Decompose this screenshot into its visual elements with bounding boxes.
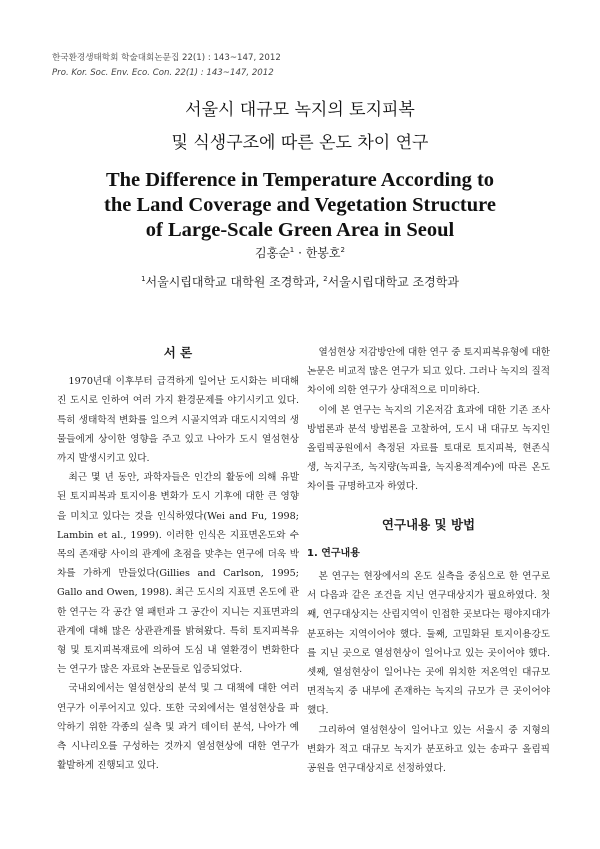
intro-paragraph-2: 최근 몇 년 동안, 과학자들은 인간의 활동에 의해 유발된 토지피복과 토지이용 변화가 도시 기후에 대한 큰 영향을 미치고 있다는 것을 인식하였다(Wei and Fu, 1998; Lambin et al., 1999). 이러한 인식은 지표면온도와 수목의 존재량 사이의 관계에 초점을 맞추는 연구에 더욱 박차를 가하게 만들었다(Gillies and Carlson, 1995; Gallo and Owen, 1998). 최근 도시의 지표면 온도에 관한 연구는 각 공간 열 패턴과 그 공간이 지니는 지표면과의 관계에 대해 많은 상관관계를 밝혀왔다. 특히 토지피복유형 및 토지피복재료에 의하여 도심 내 열환경이 변화한다는 연구가 많은 자료와 논문들로 입증되었다.	[57, 472, 299, 676]
english-title-line1: The Difference in Temperature According to	[105, 169, 495, 191]
affiliation-line	[0, 273, 600, 290]
author-2-marker: 2	[340, 246, 345, 254]
author-line	[0, 244, 600, 261]
journal-citation-en: Pro. Kor. Soc. Env. Eco. Con. 22(1) : 143~147, 2012	[52, 68, 274, 78]
korean-title-line2: 및 식생구조에 따른 온도 차이 연구	[171, 133, 429, 153]
author-1-marker: 1	[289, 246, 295, 254]
journal-header	[52, 51, 281, 81]
introduction-heading: 서 론	[163, 345, 193, 360]
affiliation-1-marker: 1	[141, 275, 146, 283]
english-title-line2: the Land Coverage and Vegetation Structure	[104, 194, 496, 216]
author-2: 한봉호	[305, 246, 341, 260]
affiliation-2: 서울시립대학교 조경학과	[327, 275, 459, 289]
methods-subheading: 1. 연구내용	[307, 547, 360, 559]
methods-heading: 연구내용 및 방법	[381, 516, 476, 532]
left-column	[57, 343, 299, 775]
intro-paragraph-4: 열섬현상 저감방안에 대한 연구 중 토지피복유형에 대한 논문은 비교적 많은 연구가 되고 있다. 그러나 녹지의 질적 차이에 의한 연구가 상대적으로 미미하다.	[307, 347, 550, 397]
intro-paragraph-1: 1970년대 이후부터 급격하게 일어난 도시화는 비대해진 도시로 인하여 여러 가지 환경문제를 야기시키고 있다. 특히 생태학적 변화를 일으켜 시골지역과 대도시지역의 생물들에게 상이한 영향을 주고 있고 나아가 도시 열섬현상까지 발생시키고 있다.	[57, 376, 299, 465]
right-column	[307, 343, 550, 778]
korean-title-line1: 서울시 대규모 녹지의 토지피복	[185, 100, 415, 120]
methods-paragraph-1: 본 연구는 현장에서의 온도 실측을 중심으로 한 연구로서 다음과 같은 조건을 지닌 연구대상지가 필요하였다. 첫째, 연구대상지는 산림지역이 인접한 곳보다는 평야지대가 분포하는 지역이어야 했다. 둘째, 고밀화된 토지이용강도를 지닌 곳으로 열섬현상이 일어나고 있는 곳이어야 했다. 셋째, 열섬현상이 일어나는 곳에 위치한 저온역인 대규모 면적녹지 중 내부에 존재하는 녹지의 규모가 큰 곳이어야 했다.	[307, 571, 550, 717]
affiliation-2-marker: 2	[323, 275, 328, 283]
methods-paragraph-2: 그리하여 열섬현상이 일어나고 있는 서울시 중 지형의 변화가 적고 대규모 녹지가 분포하고 있는 송파구 올림픽공원을 연구대상지로 선정하였다.	[307, 724, 550, 775]
journal-citation-kr: 한국환경생태학회 학술대회논문집 22(1) : 143~147, 2012	[52, 53, 281, 63]
intro-paragraph-3: 국내외에서는 열섬현상의 분석 및 그 대책에 대한 여러 연구가 이루어지고 있다. 또한 국외에서는 열섬현상을 파악하기 위한 각종의 실측 및 과거 데이터 분석, 나아가 예측 시나리오를 구성하는 것까지 열섬현상에 대한 연구가 활발하게 진행되고 있다.	[57, 683, 299, 772]
intro-paragraph-5: 이에 본 연구는 녹지의 기온저감 효과에 대한 기존 조사방법론과 분석 방법론을 고찰하여, 도시 내 대규모 녹지인 올림픽공원에서 측정된 자료를 토대로 토지피복, 현존식생, 녹지구조, 녹지량(녹피율, 녹지용적계수)에 따른 온도 차이를 규명하고자 하였다.	[307, 404, 550, 493]
affiliation-1: 서울시립대학교 대학원 조경학과,	[145, 275, 324, 289]
author-1: 김홍순	[255, 246, 290, 260]
english-title-line3: of Large-Scale Green Area in Seoul	[145, 219, 455, 241]
author-separator: ·	[294, 246, 306, 260]
